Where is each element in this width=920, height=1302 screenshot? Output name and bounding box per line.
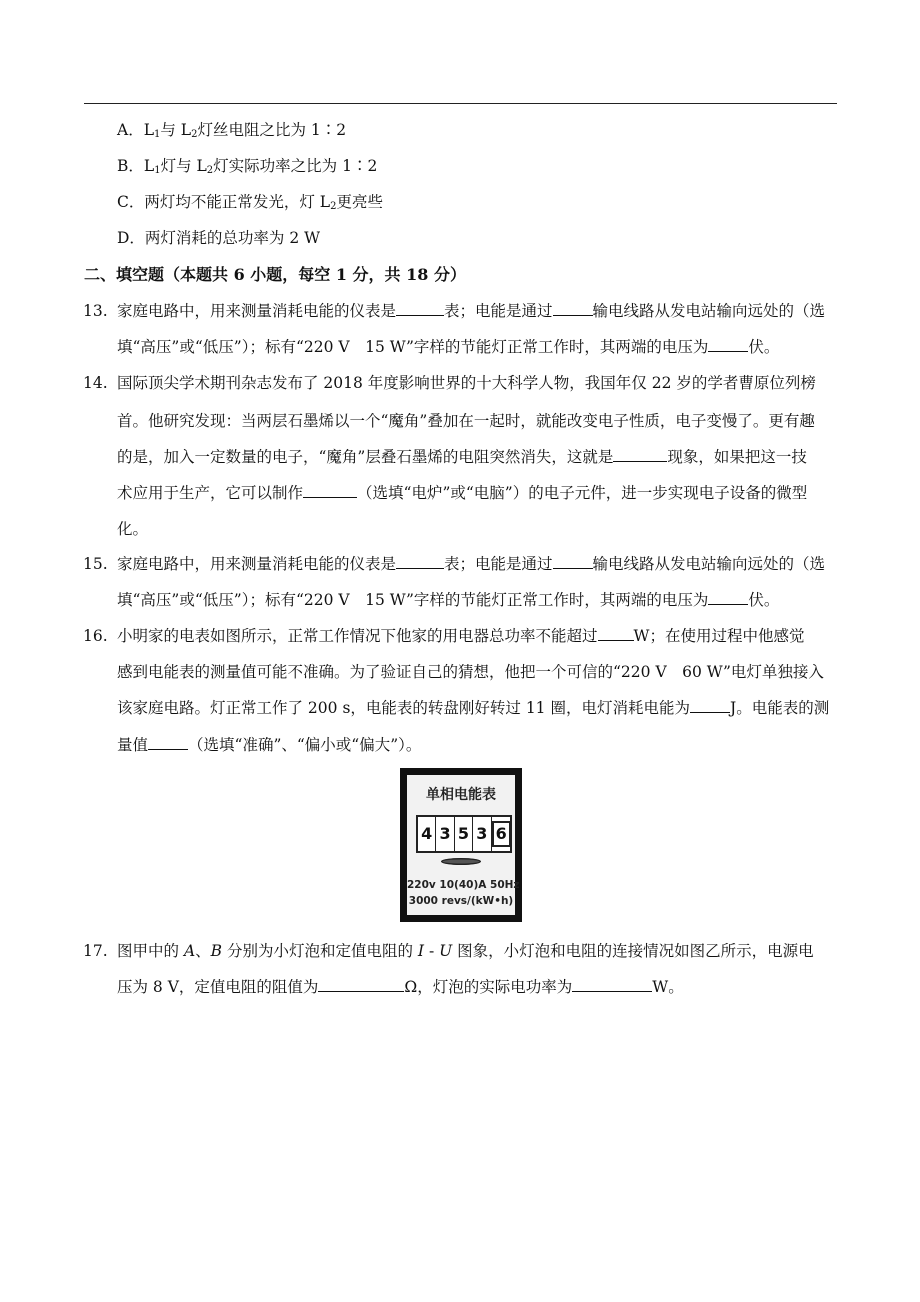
option-c: C．两灯均不能正常发光，灯 $L_2$更亮些 (117, 193, 383, 212)
q15-blank-2[interactable] (553, 554, 593, 569)
q17-line-2: 压为 8 V，定值电阻的阻值为 Ω，灯泡的实际电功率为 W。 (117, 978, 684, 996)
q13-line-2: 填“高压”或“低压”）；标有“220 V 15 W”字样的节能灯正常工作时，其两端的电压为 伏。 (117, 338, 780, 356)
q14-line-5: 化。 (117, 520, 149, 538)
meter-rating-2: 3000 revs/(kW•h) (408, 895, 514, 907)
meter-digit: 5 (455, 817, 473, 851)
option-d: D．两灯消耗的总功率为 2 W (117, 229, 321, 247)
q13-blank-2[interactable] (553, 301, 593, 316)
q14-blank-1[interactable] (613, 447, 667, 462)
meter-digit: 4 (418, 817, 436, 851)
q17-number: 17. (83, 942, 108, 960)
q14-line-4: 术应用于生产，它可以制作 （选填“电炉”或“电脑”）的电子元件，进一步实现电子设备的微型 (117, 484, 808, 502)
q13-number: 13. (83, 302, 108, 320)
meter-rotating-disc (441, 858, 481, 865)
q16-number: 16. (83, 627, 108, 645)
top-rule (84, 103, 837, 104)
q17-blank-2[interactable] (572, 977, 652, 992)
q17-line-1: 17. 图甲中的 A、B 分别为小灯泡和定值电阻的 I - U 图象，小灯泡和电阻的连接情况如图乙所示，电源电 (83, 942, 814, 960)
q14-line-1: 14. 国际顶尖学术期刊杂志发布了 2018 年度影响世界的十大科学人物，我国年仅 22 岁的学者曹原位列榜 (83, 374, 816, 392)
q16-blank-3[interactable] (148, 735, 188, 750)
meter-digit-window (416, 815, 512, 853)
q15-number: 15. (83, 555, 108, 573)
q15-line-1: 15. 家庭电路中，用来测量消耗电能的仪表是 表；电能是通过 输电线路从发电站输向远处的（选 (83, 555, 826, 573)
q14-blank-2[interactable] (303, 483, 357, 498)
meter-title: 单相电能表 (426, 787, 496, 803)
option-b: B．$L_1$灯与 $L_2$灯实际功率之比为 1∶2 (117, 157, 378, 176)
option-a: A．$L_1$与 $L_2$灯丝电阻之比为 1∶2 (117, 121, 347, 140)
q16-line-2: 感到电能表的测量值可能不准确。为了验证自己的猜想，他把一个可信的“220 V 60 W”电灯单独接入 (117, 663, 824, 681)
meter-rating-1: 220v 10(40)A 50Hz (407, 879, 520, 891)
section-heading: 二、填空题（本题共 6 小题，每空 1 分，共 18 分） (84, 265, 466, 284)
meter-digit: 3 (436, 817, 454, 851)
q14-line-2: 首。他研究发现：当两层石墨烯以一个“魔角”叠加在一起时，就能改变电子性质，电子变慢了。更有趣 (117, 412, 815, 430)
meter-digit-decimal: 6 (492, 817, 510, 851)
q13-blank-1[interactable] (396, 301, 444, 316)
electric-meter-figure (400, 768, 522, 922)
q13-line-1: 13. 家庭电路中，用来测量消耗电能的仪表是 表；电能是通过 输电线路从发电站输向远处的（选 (83, 302, 826, 320)
q16-blank-2[interactable] (690, 698, 730, 713)
q14-number: 14. (83, 374, 108, 392)
q17-blank-1[interactable] (318, 977, 404, 992)
q16-blank-1[interactable] (598, 626, 634, 641)
meter-face (407, 775, 520, 915)
meter-digit: 3 (473, 817, 491, 851)
q15-blank-1[interactable] (396, 554, 444, 569)
q13-blank-3[interactable] (708, 337, 748, 352)
q15-blank-3[interactable] (708, 590, 748, 605)
q16-line-1: 16. 小明家的电表如图所示，正常工作情况下他家的用电器总功率不能超过 W；在使用过程中他感觉 (83, 627, 805, 645)
q16-line-3: 该家庭电路。灯正常工作了 200 s，电能表的转盘刚好转过 11 圈，电灯消耗电能为 J。电能表的测 (117, 699, 830, 717)
q16-line-4: 量值 （选填“准确”、“偏小或“偏大”）。 (117, 736, 422, 754)
q14-line-3: 的是，加入一定数量的电子，“魔角”层叠石墨烯的电阻突然消失，这就是 现象，如果把这一技 (117, 448, 807, 466)
q15-line-2: 填“高压”或“低压”）；标有“220 V 15 W”字样的节能灯正常工作时，其两端的电压为 伏。 (117, 591, 780, 609)
